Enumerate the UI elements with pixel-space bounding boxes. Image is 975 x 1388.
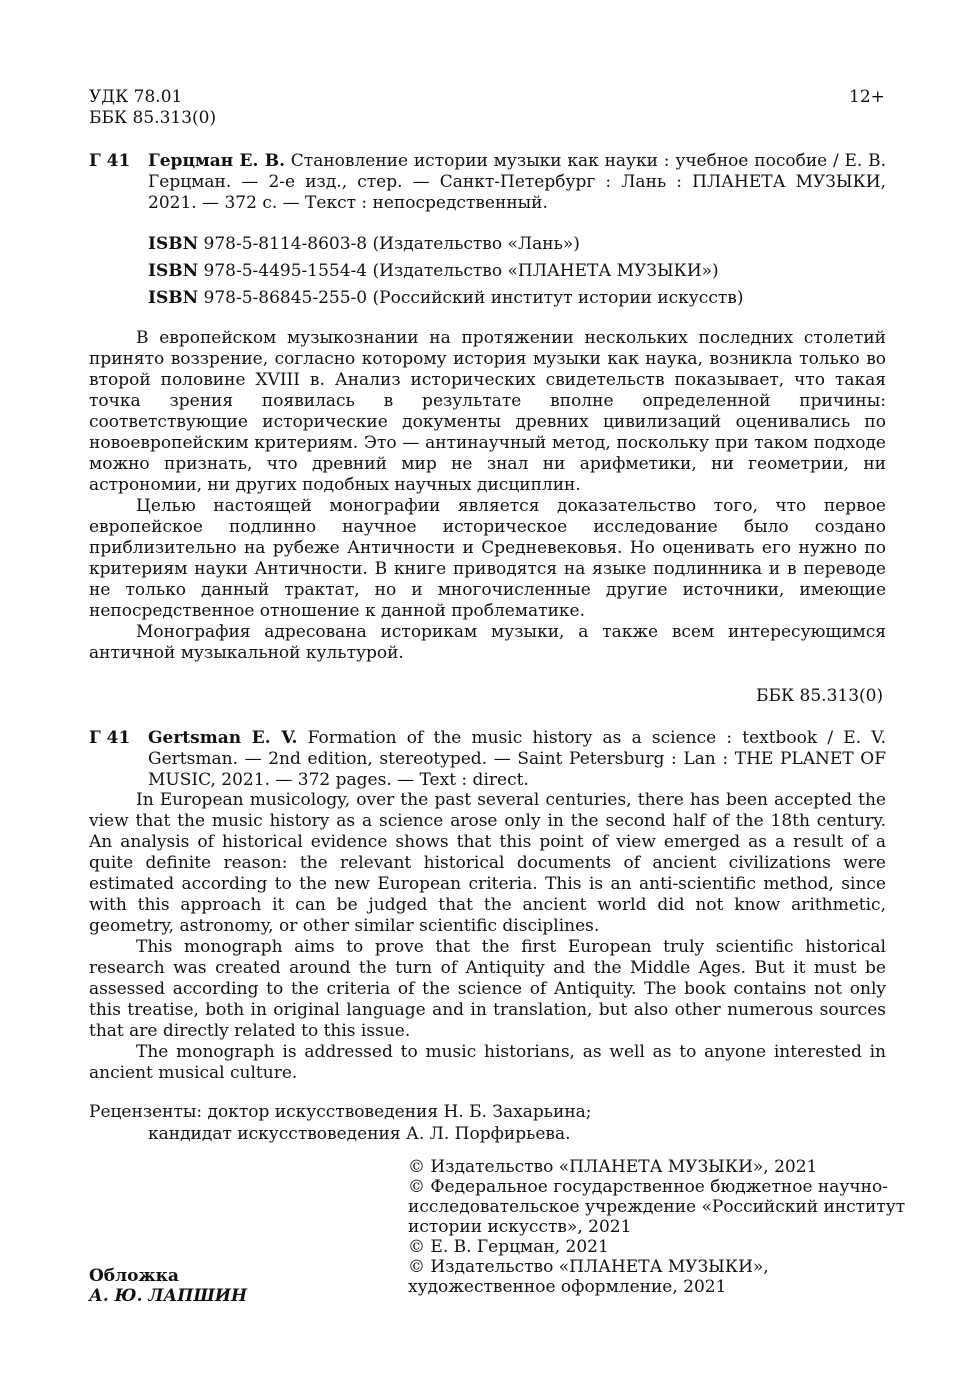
isbn-line	[148, 261, 719, 282]
ru-record-description: Становление истории музыки как науки : учебное пособие / Е. В. Герцман. — 2-е изд., стер. — Санкт-Петербург : Лань : ПЛАНЕТА МУЗЫКИ, 2021. — 372 с. — Текст : непосредственный.	[148, 151, 887, 213]
isbn-value: 978-5-4495-1554-4 (Издательство «ПЛАНЕТА МУЗЫКИ»)	[198, 261, 719, 281]
en-record-description: Formation of the music history as a science : textbook / E. V. Gertsman. — 2nd edition, stereotyped. — Saint Petersburg : Lan : THE PLANET OF MUSIC, 2021. — 372 pages. — Text : direct.	[148, 728, 886, 790]
ru-record-author: Герцман Е. В.	[148, 151, 285, 171]
reviewers-line: кандидат искусствоведения А. Л. Порфирьева.	[148, 1124, 571, 1144]
isbn-value: 978-5-8114-8603-8 (Издательство «Лань»)	[198, 234, 580, 254]
en-abstract-paragraph: The monograph is addressed to music historians, as well as to anyone interested in ancient musical culture.	[89, 1042, 886, 1083]
en-abstract	[89, 790, 886, 1084]
ru-record-code: Г 41	[89, 151, 131, 171]
isbn-label: ISBN	[148, 261, 199, 281]
isbn-label: ISBN	[148, 234, 199, 254]
ru-abstract-paragraph: Целью настоящей монографии является доказательство того, что первое европейское подлинно научное историческое исследование было создано приблизительно на рубеже Античности и Средневековья. Но оценивать его нужно по критериям науки Античности. В книге приводятся на языке подлинника и в переводе не только данный трактат, но и многочисленные другие источники, имеющие непосредственное отношение к данной проблематике.	[89, 496, 886, 621]
copyright-line: © Е. В. Герцман, 2021	[408, 1237, 609, 1257]
copyright-line: © Издательство «ПЛАНЕТА МУЗЫКИ»,	[408, 1257, 769, 1277]
cover-artist: А. Ю. ЛАПШИН	[89, 1286, 248, 1306]
en-record-code: Г 41	[89, 728, 131, 748]
isbn-label: ISBN	[148, 288, 199, 308]
copyright-line: художественное оформление, 2021	[408, 1277, 727, 1297]
isbn-line	[148, 234, 580, 255]
cover-credit	[89, 1266, 247, 1306]
en-abstract-paragraph: In European musicology, over the past several centuries, there has been accepted the view that the music history as a science arose only in the second half of the 18th century. An analysis of historical evidence shows that this point of view emerged as a result of a quite definite reason: the relevant historical documents of ancient civilizations were estimated according to the new European criteria. This is an anti-scientific method, since with this approach it can be judged that the ancient world did not know arithmetic, geometry, astronomy, or other similar scientific disciplines.	[89, 790, 886, 936]
udk-code: УДК 78.01	[89, 87, 183, 107]
isbn-value: 978-5-86845-255-0 (Российский институт истории искусств)	[198, 288, 744, 308]
reviewers-line: Рецензенты: доктор искусствоведения Н. Б. Захарьина;	[89, 1102, 592, 1122]
cover-label: Обложка	[89, 1266, 179, 1286]
age-rating: 12+	[849, 87, 885, 107]
bbk-code: ББК 85.313(0)	[89, 108, 217, 128]
copyright-line: исследовательское учреждение «Российский институт	[408, 1197, 906, 1217]
en-abstract-paragraph: This monograph aims to prove that the first European truly scientific historical research was created around the turn of Antiquity and the Middle Ages. But it must be assessed according to the criteria of the science of Antiquity. The book contains not only this treatise, both in original language and in translation, but also other numerous sources that are directly related to this issue.	[89, 937, 886, 1041]
en-record-author: Gertsman E. V.	[148, 728, 298, 748]
copyright-block	[408, 1157, 906, 1297]
ru-abstract	[89, 328, 886, 664]
ru-abstract-paragraph: Монография адресована историкам музыки, а также всем интересующимся античной музыкальной культурой.	[89, 622, 886, 663]
en-record-text	[148, 728, 886, 791]
copyright-line: истории искусств», 2021	[408, 1217, 632, 1237]
bbk-code-right: ББК 85.313(0)	[756, 686, 884, 706]
copyright-line: © Издательство «ПЛАНЕТА МУЗЫКИ», 2021	[408, 1157, 818, 1177]
copyright-line: © Федеральное государственное бюджетное научно-	[408, 1177, 888, 1197]
ru-abstract-paragraph: В европейском музыкознании на протяжении нескольких последних столетий принято воззрение, согласно которому история музыки как наука, возникла только во второй половине XVIII в. Анализ исторических свидетельств показывает, что такая точка зрения появилась в результате вполне определенной причины: соответствующие исторические документы древних цивилизаций оценивались по новоевропейским критериям. Это — антинаучный метод, поскольку при таком подходе можно признать, что древний мир не знал ни арифметики, ни геометрии, ни астрономии, ни других подобных научных дисциплин.	[89, 328, 886, 495]
ru-record-text	[148, 151, 886, 214]
isbn-line	[148, 288, 743, 309]
